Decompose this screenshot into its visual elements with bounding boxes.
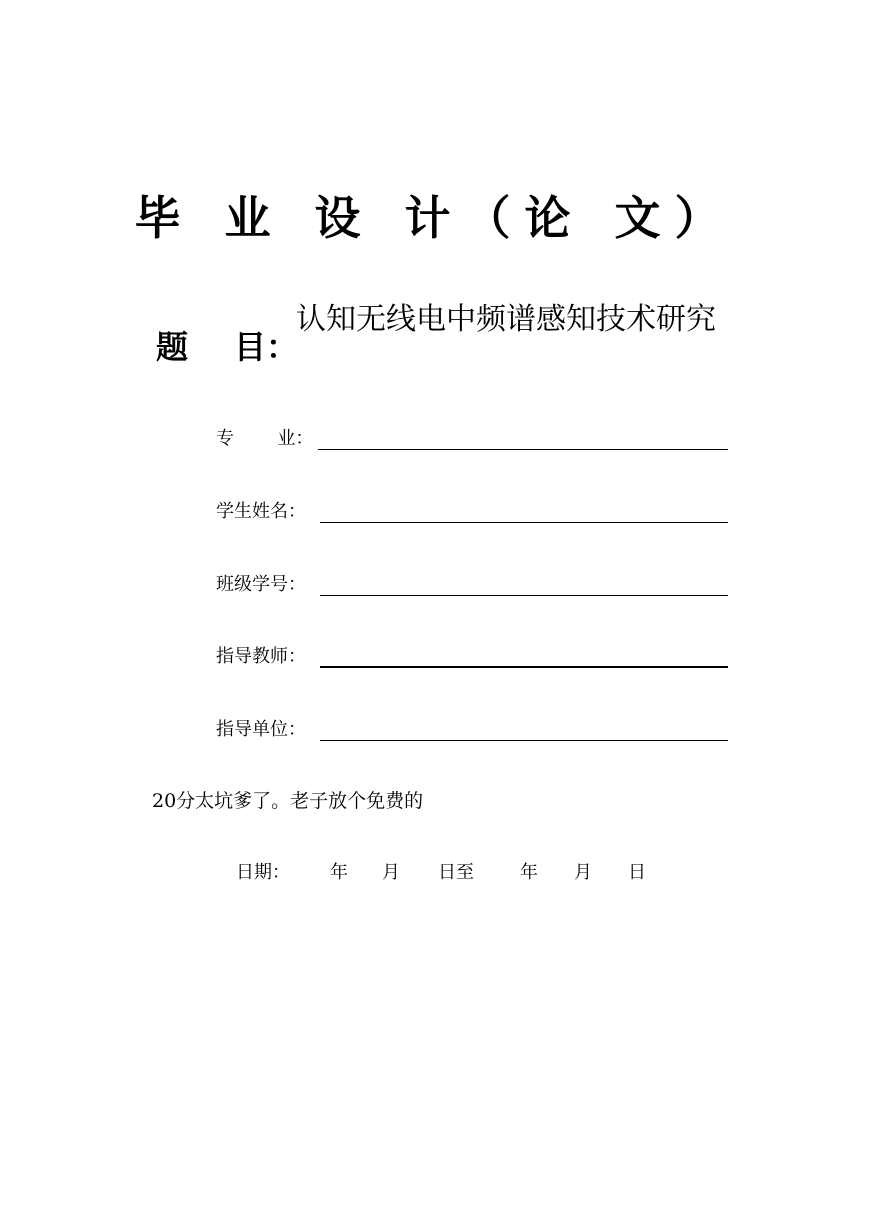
field-student-name (216, 493, 728, 523)
field-advisor-label: 指导教师： (216, 646, 306, 667)
subject-label-char1: 题 (156, 328, 189, 366)
date-range (236, 860, 676, 886)
field-class-id (216, 566, 728, 596)
field-class-id-line[interactable] (320, 595, 728, 596)
date-year-start: 年 (330, 862, 348, 883)
date-day-end: 日 (628, 862, 646, 883)
subject-label-char2: 目： (234, 328, 299, 366)
field-student-name-line[interactable] (320, 522, 728, 523)
field-advisor-unit (216, 711, 728, 741)
date-year-end: 年 (520, 862, 538, 883)
field-major-label: 专 业： (216, 428, 314, 449)
field-class-id-label: 班级学号： (216, 574, 306, 595)
field-major (216, 420, 728, 450)
date-day-start-to: 日至 (438, 862, 474, 883)
note-text: 20分太坑爹了。老子放个免费的 (152, 790, 424, 812)
thesis-subject (156, 298, 716, 366)
page-title: 毕 业 设 计（论 文） (134, 191, 735, 245)
field-major-line[interactable] (318, 449, 728, 450)
date-label: 日期： (236, 862, 290, 883)
field-advisor-line[interactable] (320, 666, 728, 668)
date-month-start: 月 (382, 862, 400, 883)
date-month-end: 月 (574, 862, 592, 883)
field-advisor-unit-label: 指导单位： (216, 719, 306, 740)
field-advisor (216, 638, 728, 668)
field-student-name-label: 学生姓名： (216, 501, 306, 522)
subject-value: 认知无线电中频谱感知技术研究 (296, 302, 716, 337)
field-advisor-unit-line[interactable] (320, 740, 728, 741)
